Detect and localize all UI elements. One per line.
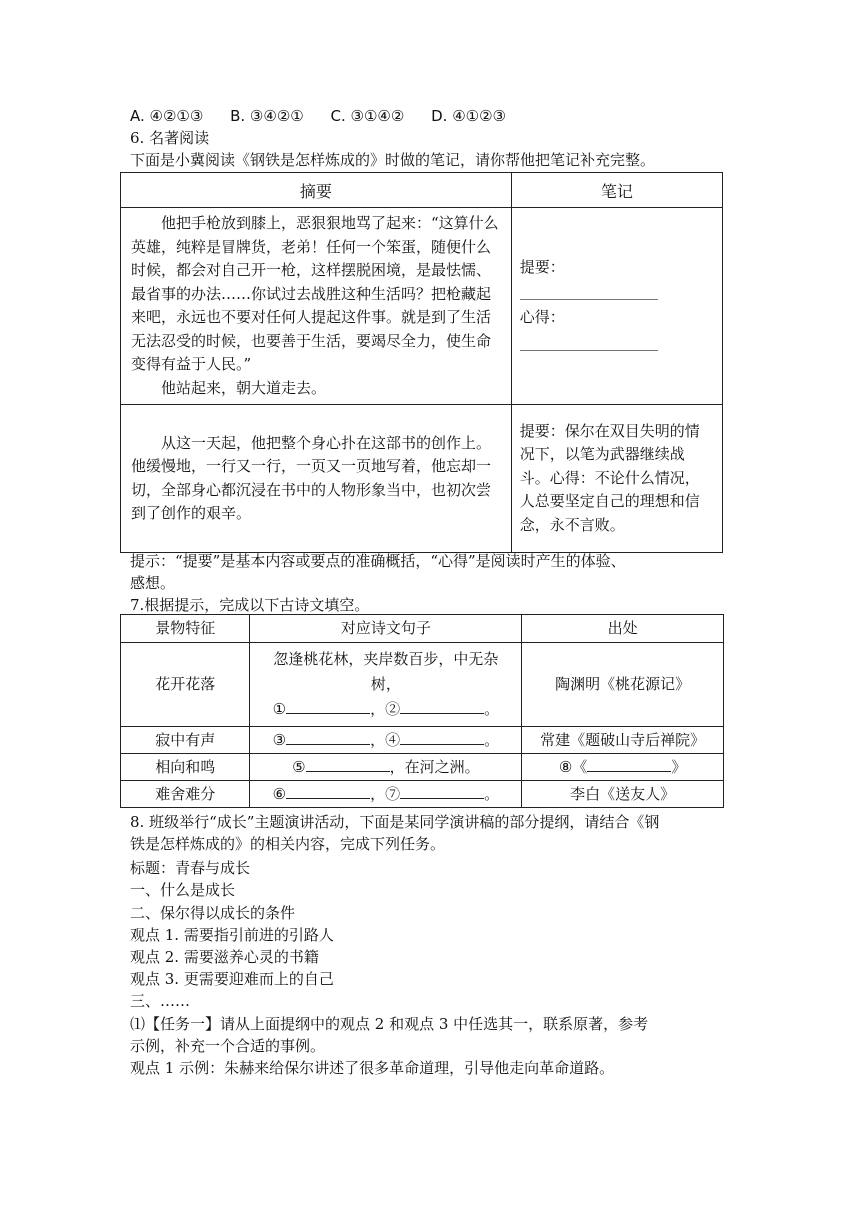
outline-view: 观点 3. 更需要迎难而上的自己 <box>130 970 334 988</box>
feature-cell: 难舍难分 <box>121 781 250 808</box>
answer-blank[interactable] <box>306 755 390 772</box>
answer-blank[interactable] <box>400 782 484 799</box>
header-source: 出处 <box>522 615 724 643</box>
table-header-row <box>121 615 724 643</box>
note-label-insight: 心得： <box>519 308 565 326</box>
header-sentence: 对应诗文句子 <box>250 615 522 643</box>
example-line: 观点 1 示例：朱赫来给保尔讲述了很多革命道理，引导他走向革命道路。 <box>130 1059 615 1077</box>
sentence-end: 。 <box>484 730 500 749</box>
sentence-cell <box>250 754 522 781</box>
table-row <box>121 754 724 781</box>
table-row <box>121 727 724 754</box>
blank-number: ① <box>272 700 287 718</box>
q8-line1: 8. 班级举行“成长”主题演讲活动，下面是某同学演讲稿的部分提纲，请结合《钢 <box>130 813 660 831</box>
answer-blank[interactable] <box>286 728 370 745</box>
table-row <box>121 208 723 405</box>
summary-paragraph: 从这一天起，他把整个身心扑在这部书的创作上。他缓慢地，一行又一行，一页又一页地写着，他忘却一切，全部身心都沉浸在书中的人物形象当中，也初次尝到了创作的艰辛。 <box>131 433 492 522</box>
q6-hint-line1: 提示：“提要”是基本内容或要点的准确概括，“心得”是阅读时产生的体验、 <box>130 552 626 570</box>
feature-cell: 花开花落 <box>121 643 250 727</box>
header-summary: 摘要 <box>121 173 512 208</box>
answer-blank[interactable] <box>286 782 370 799</box>
sentence-cell <box>250 727 522 754</box>
answer-blank[interactable] <box>400 697 484 714</box>
summary-paragraph: 他把手枪放到膝上，恶狠狠地骂了起来：“这算什么英雄，纯粹是冒牌货，老弟！任何一个笨蛋，随便什么时候，都会对自己开一枪，这样摆脱困境，是最怯懦、最省事的办法……你试过去战胜这种生活吗？把枪藏起来吧，永远也不要对任何人提起这件事。就是到了生活无法忍受的时候，也要善于生活，要竭尽全力，使生命变得有益于人民。” <box>131 214 499 373</box>
q8-line2: 铁是怎样炼成的》的相关内容，完成下列任务。 <box>130 835 446 853</box>
table-row <box>121 405 723 553</box>
answer-blank[interactable] <box>520 330 658 351</box>
source-cell: 李白《送友人》 <box>522 781 724 808</box>
task1-line1: ⑴【任务一】请从上面提纲中的观点 2 和观点 3 中任选其一，联系原著，参考 <box>130 1015 649 1033</box>
blank-number: ，④ <box>370 730 401 749</box>
blank-number: ，② <box>370 700 401 718</box>
reading-notes-table <box>120 172 723 553</box>
q7-heading: 7.根据提示，完成以下古诗文填空。 <box>130 596 370 614</box>
notes-cell <box>511 208 722 405</box>
q6-hint-line2: 感想。 <box>130 574 176 592</box>
option-c: C. ③①④② <box>330 107 405 125</box>
blank-number: ，⑦ <box>370 784 401 803</box>
option-d: D. ④①②③ <box>431 107 506 125</box>
outline-item: 二、保尔得以成长的条件 <box>130 904 296 922</box>
outline-title: 标题：青春与成长 <box>130 859 251 877</box>
sentence-end: 。 <box>484 784 500 803</box>
blank-number: ③ <box>272 730 287 749</box>
sentence-end: 。 <box>484 700 500 718</box>
sentence-cell <box>250 643 522 727</box>
source-suffix: 》 <box>671 757 687 776</box>
summary-cell <box>121 208 512 405</box>
notes-cell: 提要：保尔在双目失明的情况下，以笔为武器继续战斗。心得：不论什么情况，人总要坚定自己的理想和信念，永不言败。 <box>511 405 722 553</box>
poetry-fill-table <box>120 614 724 808</box>
outline-item: 三、…… <box>130 992 191 1010</box>
table-row <box>121 781 724 808</box>
task1-line2: 示例，补充一个合适的事例。 <box>130 1037 326 1055</box>
q6-heading: 6. 名著阅读 <box>130 129 210 147</box>
table-row <box>121 643 724 727</box>
sentence-tail: ，在河之洲。 <box>389 757 480 776</box>
answer-blank[interactable] <box>400 728 484 745</box>
sentence-text: 忽逢桃花林，夹岸数百步，中无杂 <box>273 650 499 668</box>
source-cell: 常建《题破山寺后禅院》 <box>522 727 724 754</box>
outline-view: 观点 1. 需要指引前进的引路人 <box>130 926 334 944</box>
note-label-summary: 提要： <box>519 257 565 276</box>
feature-cell: 相向和鸣 <box>121 754 250 781</box>
answer-options <box>130 106 528 126</box>
source-cell: 陶渊明《桃花源记》 <box>522 643 724 727</box>
sentence-cell <box>250 781 522 808</box>
source-prefix: ⑧《 <box>558 757 588 776</box>
outline-view: 观点 2. 需要滋养心灵的书籍 <box>130 948 319 966</box>
header-feature: 景物特征 <box>121 615 250 643</box>
sentence-blanks <box>250 697 521 722</box>
q6-intro: 下面是小冀阅读《钢铁是怎样炼成的》时做的笔记，请你帮他把笔记补充完整。 <box>130 151 656 169</box>
feature-cell: 寂中有声 <box>121 727 250 754</box>
blank-number: ⑤ <box>292 757 306 776</box>
outline-item: 一、什么是成长 <box>130 881 236 899</box>
option-a: A. ④②①③ <box>130 107 204 125</box>
header-notes: 笔记 <box>511 173 722 208</box>
option-b: B. ③④②① <box>230 107 304 125</box>
answer-blank[interactable] <box>587 755 671 772</box>
sentence-text: 树， <box>370 675 401 693</box>
blank-number: ⑥ <box>272 784 287 803</box>
summary-paragraph: 他站起来，朝大道走去。 <box>161 378 327 397</box>
source-cell <box>522 754 724 781</box>
answer-blank[interactable] <box>286 697 370 714</box>
table-header-row <box>121 173 723 208</box>
summary-cell <box>121 405 512 553</box>
answer-blank[interactable] <box>520 279 658 300</box>
